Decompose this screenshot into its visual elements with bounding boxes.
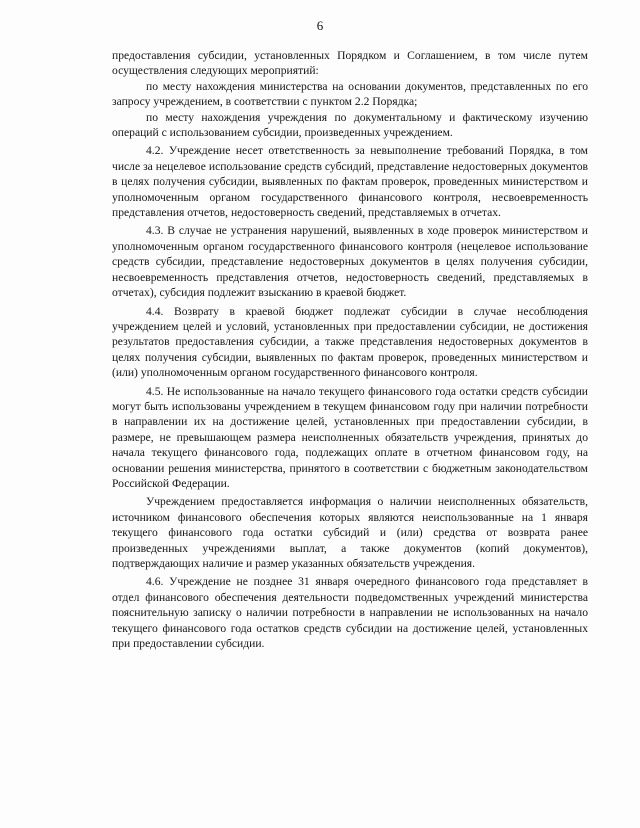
paragraph-4-3: 4.3. В случае не устранения нарушений, выявленных в ходе проверок министерством и уполномоченным органом государственного финансового контроля (нецелевое использование средств субсидии, представление недостоверных документов в целях получения субсидии, несвоевременность представления отчетов, недостоверность сведений, представляемых в отчетах), субсидия подлежит взысканию в краевой бюджет. [112, 224, 588, 300]
paragraph-continuation: предоставления субсидии, установленных Порядком и Соглашением, в том числе путем осуществления следующих мероприятий: [112, 49, 588, 78]
paragraph-institution-location: по месту нахождения учреждения по документальному и фактическому изучению операций с использованием субсидии, произведенных учреждением. [112, 110, 588, 140]
paragraph-4-4: 4.4. Возврату в краевой бюджет подлежат субсидии в случае несоблюдения учреждением целей и условий, установленных при предоставлении субсидии, не достижения результатов предоставления субсидии, а также представления недостоверных документов в целях получения субсидии, выявленных по фактам проверок, проведенных министерством и (или) уполномоченным органом государственного финансового контроля. [112, 304, 588, 380]
paragraph-obligations-info: Учреждением предоставляется информация о наличии неисполненных обязательств, источником финансового обеспечения которых являются неиспользованные на 1 января текущего финансового года остатки субсидий и (или) средства от возврата ранее произведенных учреждениями выплат, а также документов (копий документов), подтверждающих наличие и размер указанных обязательств учреждения. [112, 495, 588, 570]
paragraph-4-6: 4.6. Учреждение не позднее 31 января очередного финансового года представляет в отдел финансового обеспечения деятельности подведомственных учреждений министерства пояснительную записку о наличии потребности в направлении не использованных на начало текущего финансового года остатков средств субсидии на достижение целей, установленных при предоставлении субсидии. [112, 575, 588, 651]
paragraph-ministry-location: по месту нахождения министерства на основании документов, представленных по его запросу учреждением, в соответствии с пунктом 2.2 Порядка; [112, 79, 588, 109]
paragraph-4-5: 4.5. Не использованные на начало текущего финансового года остатки средств субсидии могут быть использованы учреждением в текущем финансовом году при наличии потребности в направлении их на достижение целей, установленных при предоставлении субсидии, в размере, не превышающем размера неисполненных обязательств учреждения, принятых до начала текущего финансового года, подлежащих оплате в отчетном финансовом году, на основании решения министерства, принятого в соответствии с бюджетным законодательством Российской Федерации. [112, 384, 588, 490]
page-number: 6 [316, 18, 324, 33]
paragraph-4-2: 4.2. Учреждение несет ответственность за невыполнение требований Порядка, в том числе за нецелевое использование средств субсидий, представление недостоверных документов в целях получения субсидии, выявленных по фактам проверок, проведенных министерством и уполномоченным органом государственного финансового контроля, несвоевременность представления отчетов, недостоверность сведений, представляемых в отчетах. [112, 144, 588, 220]
document-body [112, 48, 588, 651]
